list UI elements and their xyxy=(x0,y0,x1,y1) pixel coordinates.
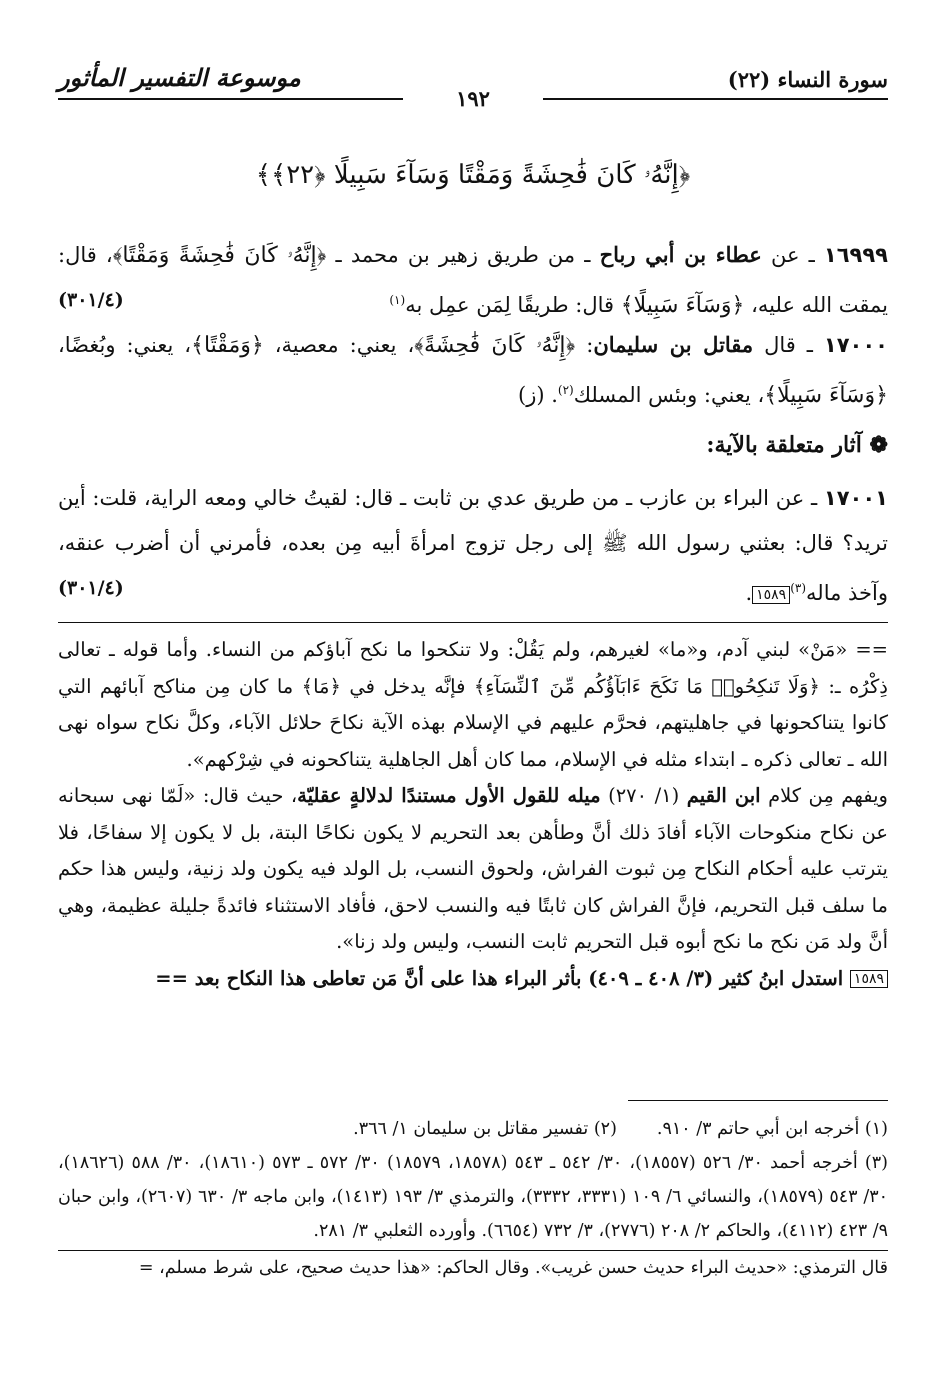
surah-title: سورة النساء (٢٢) xyxy=(727,67,888,92)
entry-17000: ١٧٠٠٠ ـ قال مقاتل بن سليمان: ﴿إِنَّهُۥ كَانَ فَٰحِشَةً﴾، يعني: معصية، ﴿وَمَقْتًا﴾، يعني: وبُغضًا، ﴿وَسَآءَ سَبِيلًا﴾، يعني: وبئس المسلك$^{(٢)}$. (ز) xyxy=(58,332,888,408)
volume-reference: (٣٠١/٤) xyxy=(58,577,124,599)
commentary-paragraph: ويفهم مِن كلام ابن القيم (١/ ٢٧٠) ميله للقول الأول مستندًا لدلالةٍ عقليّة، حيث قال: «لَمّا نهى سبحانه عن نكاح منكوحات الآباء أفادَ ذلك أنَّ وطأهن بعد التحريم لا يكون نكاحًا البتة، بل لا يكون إلا سفاحًا، فلا يترتب عليه أحكام النكاح مِن ثبوت الفراش، ولحوق النسب، بل الولد فيه يكون ولد زنية، وليس هذا حكم ما سلف قبل التحريم، فإنَّ الفراش كان ثابتًا فيه والنسب لاحق، فأفاد الاستثناء فائدةً جليلة عظيمة، وهي أنَّ ولد مَن نكح ما نكح أبوه قبل التحريم ثابت النسب، وليس ولد زنا». xyxy=(58,784,888,953)
commentary-box-ref: ١٥٨٩ xyxy=(752,586,790,604)
commentary-paragraph: ١٥٨٩ استدل ابنُ كثير (٣/ ٤٠٨ ـ ٤٠٩) بأثر البراء هذا على أنَّ مَن تعاطى هذا النكاح بعد == xyxy=(58,961,888,998)
commentary-box-ref: ١٥٨٩ xyxy=(850,970,888,988)
footnote-marker: (٣) xyxy=(790,581,807,595)
entry-17001: ١٧٠٠١ ـ عن البراء بن عازب ـ من طريق عدي بن ثابت ـ قال: لقيتُ خالي ومعه الراية، قلت: أين تريد؟ قال: بعثني رسول الله ﷺ إلى رجل تزوج امرأةَ أبيه مِن بعده، فأمرني أن أضرب عنقه، وآخذ ماله$^{(٣)}$١٥٨٩. (٣٠١/٤) xyxy=(58,476,888,616)
footnote-marker: (١) xyxy=(389,293,406,307)
page-number: ١٩٢ xyxy=(403,86,543,112)
quran-quote: ﴿وَسَآءَ سَبِيلًا﴾ xyxy=(620,293,745,318)
footnote-3-continued: قال الترمذي: «حديث البراء حديث حسن غريب». وقال الحاكم: «هذا حديث صحيح، على شرط مسلم، = xyxy=(58,1250,888,1285)
volume-reference: (٣٠١/٤) xyxy=(58,289,124,311)
footnote-1: (١) أخرجه ابن أبي حاتم ٣/ ٩١٠. xyxy=(656,1119,888,1139)
entry-number: ١٦٩٩٩ xyxy=(823,243,888,267)
entry-number: ١٧٠٠١ xyxy=(823,486,888,510)
entry-16999: ١٦٩٩٩ ـ عن عطاء بن أبي رباح ـ من طريق زهير بن محمد ـ ﴿إِنَّهُۥ كَانَ فَٰحِشَةً وَمَقْتًا﴾، قال: يمقت الله عليه، ﴿وَسَآءَ سَبِيلًا﴾ قال: طريقًا لِمَن عمِل به$^{(١)}$ (٣٠١/٤) xyxy=(58,232,888,328)
section-heading: ❁ آثار متعلقة بالآية: xyxy=(706,432,888,458)
commentary-paragraph: == «مَنْ» لبني آدم، و«ما» لغيرهم، ولم يَقُلْ: ولا تنكحوا ما نكح آباؤكم من النساء. وأما قوله ـ تعالى ذِكْرُه ـ: ﴿وَلَا تَنكِحُوا۟ مَا نَكَحَ ءَابَآؤُكُم مِّنَ ٱلنِّسَآءِ﴾ فإنَّه يدخل في ﴿مَا﴾ ما كان مِن مناكح آبائهم التي كانوا يتناكحونها في جاهليتهم، فحرَّم عليهم في الإسلام بهذه الآية نكاحَ حلائل الآباء، وكلَّ نكاح سواه نهى الله ـ تعالى ذكره ـ ابتداء مثله في الإسلام، مما كان أهل الجاهلية يتناكحونه في شِرْكهم». xyxy=(58,638,888,771)
quran-quote: ﴿إِنَّهُۥ كَانَ فَٰحِشَةً﴾ xyxy=(414,333,576,358)
footnote-2: (٢) تفسير مقاتل بن سليمان ١/ ٣٦٦. xyxy=(353,1119,617,1139)
series-title: موسوعة التفسير المأثور xyxy=(58,63,301,92)
narrator-name: عطاء بن أبي رباح xyxy=(599,242,762,267)
footnote-rule xyxy=(628,1100,888,1101)
footnote-marker: (٢) xyxy=(557,383,574,397)
verse-heading: ﴿إِنَّهُۥ كَانَ فَٰحِشَةً وَمَقْتًا وَسَآءَ سَبِيلًا ﴿٢٢﴾﴾ xyxy=(255,160,691,190)
commentary-continuation xyxy=(58,632,888,997)
scholar-name: ابنُ كثير xyxy=(720,966,785,990)
quran-quote: ﴿وَمَقْتًا﴾ xyxy=(191,333,264,358)
scholar-name: ابن القيم xyxy=(686,784,761,807)
quran-quote: ﴿إِنَّهُۥ كَانَ فَٰحِشَةً وَمَقْتًا﴾ xyxy=(112,243,327,268)
narrator-name: مقاتل بن سليمان xyxy=(593,332,754,357)
entry-number: ١٧٠٠٠ xyxy=(823,333,888,357)
footnote-3: (٣) أخرجه أحمد ٣٠/ ٥٢٦ (١٨٥٥٧)، ٣٠/ ٥٤٢ ـ ٥٤٣ (١٨٥٧٨، ١٨٥٧٩) ٣٠/ ٥٧٢ ـ ٥٧٣ (١٨٦١٠)، ٣٠/ ٥٨٨ (١٨٦٢٦)، ٣٠/ ٥٤٣ (١٨٥٧٩)، والنسائي ٦/ ١٠٩ (٣٣٣١، ٣٣٣٢)، والترمذي ٣/ ١٩٣ (١٤١٣)، وابن ماجه ٣/ ٦٣٠ (٢٦٠٧)، وابن حبان ٩/ ٤٢٣ (٤١١٢)، والحاكم ٢/ ٢٠٨ (٢٧٧٦)، ٣/ ٧٣٢ (٦٦٥٤). وأورده الثعلبي ٣/ ٢٨١. xyxy=(58,1153,889,1241)
footnotes xyxy=(58,1112,888,1285)
commentary-rule xyxy=(58,622,888,623)
quran-quote: ﴿وَسَآءَ سَبِيلًا﴾ xyxy=(764,383,888,408)
